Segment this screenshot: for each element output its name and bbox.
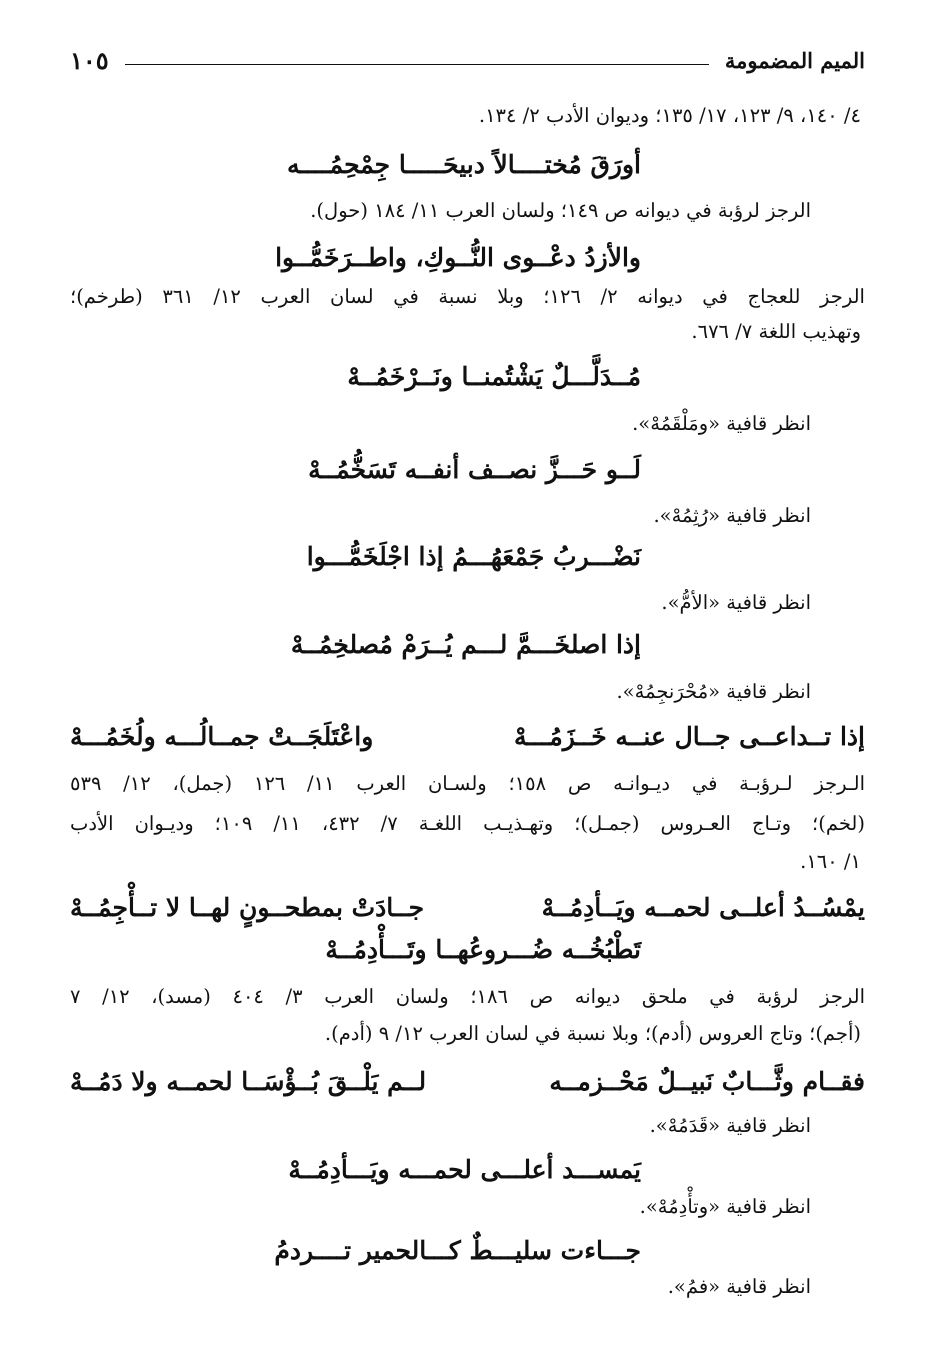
- poetry-verse: أورَقَ مُختــــالاً دبيحَـــــا جِمْحِمُــــه: [286, 150, 641, 179]
- verse-second-hemistich: جــادَتْ بمطحــونٍ لهــا لا تــأْجِمُــهْ: [70, 893, 425, 922]
- citation-line: (أجم)؛ وتاج العروس (أدم)؛ وبلا نسبة في لسان العرب ١٢/ ٩ (أدم).: [324, 1022, 861, 1045]
- poetry-verse: لَــو حَـــزَّ نصــف أنفــه تَسَخُّمُــهْ: [308, 455, 641, 484]
- poetry-verse-pair: [70, 1067, 865, 1097]
- cross-reference: انظر قافية «وتأْدِمُهْ».: [639, 1195, 811, 1218]
- poetry-verse: يَمســـد أعلـــى لحمـــه ويَـــأدِمُــهْ: [288, 1155, 641, 1184]
- citation-line: وتهذيب اللغة ٧/ ٦٧٦.: [691, 320, 861, 343]
- page-number: ١٠٥: [70, 45, 109, 75]
- citation-line: (لخم)؛ وتـاج العـروس (جمـل)؛ وتهـذيـب اللغـة ٧/ ٤٣٢، ١١/ ١٠٩؛ وديـوان الأدب: [70, 812, 865, 835]
- poetry-verse: مُــدَلَّـــلٌ يَشْتُمنــا ونَــرْخَمُــهْ: [347, 362, 641, 391]
- cross-reference: انظر قافية «فمُ».: [667, 1275, 811, 1298]
- cross-reference: انظر قافية «ومَلْقَمُهْ».: [632, 412, 811, 435]
- poetry-verse: تَطْبُخُــه ضُـــروعُهــا وتَـــأْدِمُــهْ: [325, 935, 641, 964]
- chapter-title: الميم المضمومة: [724, 47, 865, 73]
- poetry-verse-pair: [70, 722, 865, 752]
- cross-reference: انظر قافية «رُثِمُهْ».: [653, 504, 811, 527]
- header-rule: [125, 64, 709, 65]
- citation-line: ٤/ ١٤٠، ٩/ ١٢٣، ١٧/ ١٣٥؛ وديوان الأدب ٢/ ١٣٤.: [478, 104, 861, 127]
- poetry-verse: جـــاءت سليـــطٌ كـــالحمير تــــردمُ: [274, 1236, 641, 1265]
- verse-first-hemistich: إذا تــداعــى جــال عنــه خَــزَمُـــهْ: [514, 722, 865, 751]
- cross-reference: انظر قافية «الأمُّ».: [661, 591, 811, 614]
- page-header: [70, 40, 865, 80]
- poetry-verse: إذا اصلخَـــمَّ لـــم يُــرَمْ مُصلخِمُــهْ: [290, 630, 641, 659]
- citation-line: الرجز لرؤبة في ديوانه ص ١٤٩؛ ولسان العرب ١١/ ١٨٤ (حول).: [310, 199, 811, 222]
- poetry-verse: والأزدُ دعْــوى النُّــوكِ، واطــرَخَمُّــوا: [275, 243, 641, 272]
- cross-reference: انظر قافية «قَدَمُهْ».: [649, 1114, 811, 1137]
- citation-line: الـرجز لـرؤبـة في ديـوانـه ص ١٥٨؛ ولسـان العرب ١١/ ١٢٦ (جمل)، ١٢/ ٥٣٩: [70, 772, 865, 795]
- verse-second-hemistich: لــم يَلْــقَ بُــؤْسَــا لحمــه ولا دَمُــهْ: [70, 1067, 427, 1096]
- verse-first-hemistich: يمْسُــدُ أعلــى لحمــه ويَــأدِمُــهْ: [541, 893, 865, 922]
- verse-first-hemistich: فقــام وثَّـــابٌ نَبيــلٌ مَحْــزمــه: [549, 1067, 865, 1096]
- citation-line: ١/ ١٦٠.: [800, 850, 861, 873]
- poetry-verse-pair: [70, 893, 865, 923]
- cross-reference: انظر قافية «مُحْرَنجِمُهْ».: [616, 680, 811, 703]
- citation-line: الرجز لرؤبة في ملحق ديوانه ص ١٨٦؛ ولسان العرب ٣/ ٤٠٤ (مسد)، ١٢/ ٧: [70, 985, 865, 1008]
- verse-second-hemistich: واعْتَلَجَــتْ جمــالُـــه ولُخَمُـــهْ: [70, 722, 374, 751]
- citation-line: الرجز للعجاج في ديوانه ٢/ ١٢٦؛ وبلا نسبة في لسان العرب ١٢/ ٣٦١ (طرخم)؛: [70, 285, 865, 308]
- poetry-verse: نَضْـــربُ جَمْعَهُـــمُ إذا اجْلَخَمُّـــوا: [306, 542, 641, 571]
